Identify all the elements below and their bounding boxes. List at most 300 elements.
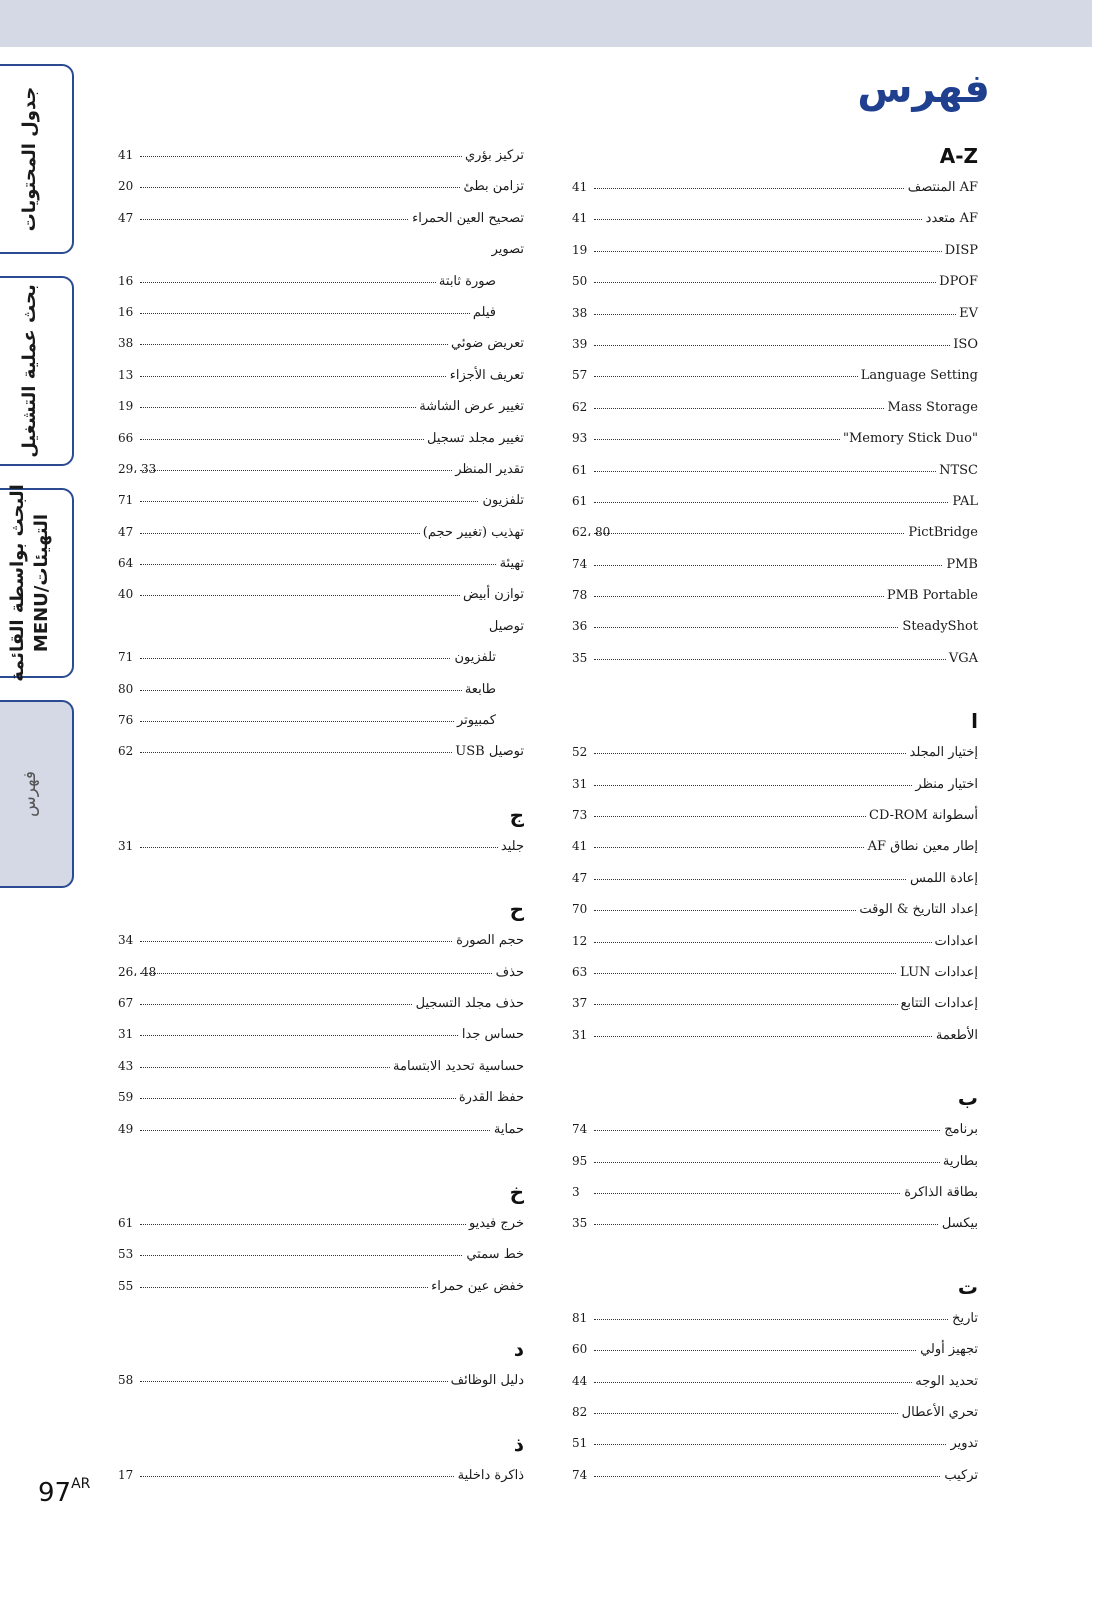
- section-spacer: [118, 862, 524, 893]
- entry-term: حذف: [493, 965, 524, 980]
- dot-leader: [594, 336, 978, 352]
- side-tab-label-line: MENU/التهيئات: [31, 513, 52, 653]
- index-entry: [118, 234, 524, 265]
- side-tab-3[interactable]: [0, 484, 74, 682]
- entry-term: تحري الأعطال: [899, 1405, 978, 1420]
- entry-term: إعدادات التتابع: [898, 996, 979, 1011]
- dot-leader: [594, 1436, 978, 1452]
- entry-page-number: 70: [572, 902, 588, 917]
- index-entry: [572, 611, 978, 642]
- index-entry: [118, 391, 524, 422]
- entry-term: اعدادات: [932, 934, 978, 949]
- entry-term: PMB Portable: [884, 588, 978, 603]
- entry-term: تزامن بطئ: [460, 179, 524, 194]
- dot-leader: [594, 211, 978, 227]
- entry-page-number: 95: [572, 1153, 588, 1168]
- section-heading: ح: [509, 897, 524, 922]
- dot-leader: [140, 399, 524, 415]
- entry-page-number: 93: [572, 431, 588, 446]
- entry-page-number: 74: [572, 556, 588, 571]
- dot-leader: [140, 304, 496, 320]
- index-entry: [118, 423, 524, 454]
- entry-term: بطارية: [940, 1154, 978, 1169]
- entry-term: SteadyShot: [899, 619, 978, 634]
- index-entry: [572, 360, 978, 391]
- section-heading: د: [513, 1337, 524, 1362]
- entry-term: ذاكرة داخلية: [455, 1468, 524, 1483]
- entry-term: توصيل USB: [452, 744, 524, 759]
- entry-page-number: 66: [118, 430, 134, 445]
- dot-leader: [594, 242, 978, 258]
- entry-page-number: 35: [572, 1216, 588, 1231]
- entry-page-number: 81: [572, 1310, 588, 1325]
- index-entry: [118, 736, 524, 767]
- entry-term: خفض عين حمراء: [428, 1279, 524, 1294]
- index-entry: [572, 1020, 978, 1051]
- section-heading: ج: [509, 802, 524, 827]
- entry-page-number: 58: [118, 1373, 134, 1388]
- section-heading: ت: [957, 1274, 978, 1299]
- entry-term: تغيير مجلد تسجيل: [424, 431, 524, 446]
- index-entry: [572, 894, 978, 925]
- index-entry: [572, 203, 978, 234]
- entry-term: بطاقة الذاكرة: [901, 1185, 978, 1200]
- dot-leader: [594, 870, 978, 886]
- index-entry: [118, 1051, 524, 1082]
- entry-page-number: 41: [118, 148, 134, 162]
- dot-leader: [140, 556, 524, 572]
- index-entry: [572, 329, 978, 360]
- dot-leader: [594, 556, 978, 572]
- entry-term: توصيل: [488, 618, 524, 634]
- entry-page-number: 55: [118, 1278, 134, 1293]
- index-entry: [572, 769, 978, 800]
- section-spacer: [118, 768, 524, 799]
- dot-leader: [140, 964, 524, 980]
- entry-term: تصحيح العين الحمراء: [409, 211, 524, 226]
- entry-page-number: 51: [572, 1436, 588, 1451]
- entry-term: حساس جدا: [459, 1027, 524, 1042]
- index-entry: [118, 1208, 524, 1239]
- index-entry: [572, 392, 978, 423]
- top-banner: [0, 0, 1092, 47]
- section-heading: خ: [509, 1179, 524, 1204]
- entry-page-number: 29، 33: [118, 461, 157, 476]
- entry-term: تلفزيون: [451, 650, 496, 665]
- entry-page-number: 73: [572, 808, 588, 823]
- entry-page-number: 44: [572, 1373, 588, 1388]
- side-tab-label: [18, 771, 42, 817]
- dot-leader: [140, 838, 524, 854]
- entry-page-number: 74: [572, 1467, 588, 1482]
- entry-page-number: 31: [572, 776, 588, 791]
- dot-leader: [594, 305, 978, 321]
- dot-leader: [140, 336, 524, 352]
- entry-page-number: 50: [572, 274, 588, 289]
- index-entry: [572, 1146, 978, 1177]
- dot-leader: [594, 368, 978, 384]
- index-entry: [572, 1303, 978, 1334]
- entry-page-number: 59: [118, 1090, 134, 1105]
- side-tab-label-line: جدول المحتويات: [19, 86, 40, 232]
- dot-leader: [594, 902, 978, 918]
- section-spacer: [118, 1302, 524, 1333]
- entry-term: تغيير عرض الشاشة: [416, 399, 524, 414]
- entry-term: تقدير المنظر: [452, 462, 524, 477]
- index-entry: [118, 203, 524, 234]
- page-number: [38, 1478, 90, 1508]
- entry-page-number: 19: [572, 242, 588, 257]
- entry-page-number: 36: [572, 619, 588, 634]
- index-column-left: [118, 140, 524, 1491]
- entry-term: بيكسل: [939, 1216, 978, 1231]
- entry-term: اختيار منظر: [912, 777, 978, 792]
- entry-term: صورة ثابتة: [436, 274, 496, 289]
- side-tab-4[interactable]: [0, 700, 74, 888]
- entry-page-number: 62: [572, 399, 588, 414]
- dot-leader: [594, 839, 978, 855]
- entry-term: توازن أبيض: [460, 587, 524, 602]
- dot-leader: [594, 1373, 978, 1389]
- entry-term: الأطعمة: [933, 1028, 978, 1043]
- index-entry: [118, 925, 524, 956]
- dot-leader: [594, 1027, 978, 1043]
- dot-leader: [594, 525, 978, 541]
- dot-leader: [594, 1122, 978, 1138]
- dot-leader: [140, 493, 524, 509]
- section-heading: ب: [957, 1086, 978, 1111]
- entry-term: NTSC: [936, 463, 978, 478]
- page-number-value: 97: [38, 1478, 72, 1508]
- entry-term: PictBridge: [905, 525, 978, 540]
- entry-page-number: 62: [118, 744, 134, 759]
- dot-leader: [140, 461, 524, 477]
- index-entry: [572, 455, 978, 486]
- index-entry: [572, 988, 978, 1019]
- dot-leader: [140, 210, 524, 226]
- dot-leader: [140, 587, 524, 603]
- entry-page-number: 16: [118, 273, 134, 288]
- dot-leader: [594, 180, 978, 195]
- entry-term: تركيب: [941, 1468, 978, 1483]
- page-number-suffix: AR: [71, 1476, 91, 1492]
- entry-term: DISP: [942, 243, 978, 258]
- entry-page-number: 64: [118, 556, 134, 571]
- index-entry: [572, 737, 978, 768]
- entry-term: تاريخ: [949, 1311, 978, 1326]
- entry-term: تهيئة: [497, 556, 524, 571]
- dot-leader: [140, 713, 496, 729]
- dot-leader: [594, 650, 978, 666]
- dot-leader: [140, 148, 524, 163]
- dot-leader: [140, 995, 524, 1011]
- index-entry: [118, 454, 524, 485]
- index-entry: [572, 643, 978, 674]
- entry-term: Language Setting: [858, 368, 978, 383]
- entry-term: حذف مجلد التسجيل: [413, 996, 524, 1011]
- dot-leader: [594, 431, 978, 447]
- section-spacer: [118, 1145, 524, 1176]
- page-title: فهرس: [857, 66, 990, 112]
- index-entry: [572, 266, 978, 297]
- index-entry: [572, 486, 978, 517]
- dot-leader: [140, 1090, 524, 1106]
- entry-page-number: 61: [572, 493, 588, 508]
- index-subentry: [118, 674, 524, 705]
- dot-leader: [594, 274, 978, 290]
- entry-term: إعدادات LUN: [897, 965, 978, 980]
- dot-leader: [140, 1278, 524, 1294]
- index-entry: [118, 328, 524, 359]
- entry-term: DPOF: [936, 274, 978, 289]
- section-heading: ذ: [513, 1431, 524, 1456]
- index-entry: [118, 140, 524, 171]
- index-entry: [572, 1334, 978, 1365]
- entry-page-number: 31: [572, 1027, 588, 1042]
- entry-page-number: 41: [572, 839, 588, 854]
- entry-page-number: 12: [572, 933, 588, 948]
- entry-page-number: 34: [118, 933, 134, 948]
- entry-term: حجم الصورة: [453, 933, 524, 948]
- side-tab-label: [18, 284, 42, 457]
- entry-page-number: 31: [118, 838, 134, 853]
- entry-term: إختيار المجلد: [907, 745, 978, 760]
- entry-term: حفظ القدرة: [456, 1090, 524, 1105]
- index-entry: [572, 863, 978, 894]
- index-entry: [572, 1397, 978, 1428]
- entry-page-number: 17: [118, 1467, 134, 1482]
- index-entry: [118, 548, 524, 579]
- dot-leader: [140, 179, 524, 195]
- entry-term: تركيز بؤري: [462, 148, 524, 163]
- entry-term: برنامج: [941, 1122, 978, 1137]
- entry-term: تلفزيون: [479, 493, 524, 508]
- dot-leader: [594, 399, 978, 415]
- entry-page-number: 31: [118, 1027, 134, 1042]
- entry-term: تهذيب (تغيير حجم): [420, 525, 524, 540]
- entry-term: تحديد الوجه: [912, 1374, 978, 1389]
- index-entry: [118, 957, 524, 988]
- index-entry: [572, 1366, 978, 1397]
- entry-term: تعريض ضوئي: [448, 336, 524, 351]
- entry-page-number: 37: [572, 996, 588, 1011]
- dot-leader: [140, 1373, 524, 1389]
- entry-term: PMB: [943, 557, 978, 572]
- entry-term: AF متعدد: [923, 211, 978, 226]
- entry-page-number: 60: [572, 1342, 588, 1357]
- dot-leader: [594, 1404, 978, 1420]
- index-entry: [572, 1208, 978, 1239]
- entry-page-number: 35: [572, 650, 588, 665]
- dot-leader: [140, 1058, 524, 1074]
- entry-term: تدوير: [947, 1436, 978, 1451]
- index-entry: [118, 1239, 524, 1270]
- dot-leader: [140, 681, 496, 697]
- entry-term: طابعة: [462, 682, 496, 697]
- entry-term: EV: [956, 306, 978, 321]
- index-subentry: [118, 266, 524, 297]
- index-entry: [118, 517, 524, 548]
- entry-page-number: 62، 80: [572, 525, 611, 540]
- index-entry: [572, 549, 978, 580]
- index-entry: [118, 1271, 524, 1302]
- index-entry: [118, 1114, 524, 1145]
- dot-leader: [140, 430, 524, 446]
- entry-term: دليل الوظائف: [448, 1373, 524, 1388]
- entry-term: تعريف الأجزاء: [447, 368, 524, 383]
- dot-leader: [594, 808, 978, 824]
- entry-term: حماية: [491, 1122, 524, 1137]
- index-entry: [118, 1019, 524, 1050]
- index-entry: [572, 926, 978, 957]
- dot-leader: [140, 524, 524, 540]
- section-spacer: [572, 674, 978, 705]
- dot-leader: [140, 1247, 524, 1263]
- dot-leader: [594, 1342, 978, 1358]
- index-entry: [572, 1114, 978, 1145]
- entry-page-number: 43: [118, 1058, 134, 1073]
- dot-leader: [594, 462, 978, 478]
- index-entry: [572, 517, 978, 548]
- entry-page-number: 40: [118, 587, 134, 602]
- entry-page-number: 53: [118, 1247, 134, 1262]
- entry-term: خط سمتي: [463, 1247, 524, 1262]
- entry-term: PAL: [949, 494, 978, 509]
- index-entry: [118, 611, 524, 642]
- dot-leader: [594, 933, 978, 949]
- section-spacer: [572, 1240, 978, 1271]
- index-entry: [572, 1177, 978, 1208]
- dot-leader: [140, 273, 496, 289]
- entry-page-number: 13: [118, 367, 134, 382]
- dot-leader: [140, 650, 496, 666]
- section-spacer: [572, 1051, 978, 1082]
- entry-page-number: 78: [572, 588, 588, 603]
- dot-leader: [140, 367, 524, 383]
- entry-page-number: 52: [572, 745, 588, 760]
- dot-leader: [140, 1027, 524, 1043]
- side-tab-label-line: فهرس: [20, 770, 40, 818]
- dot-leader: [594, 776, 978, 792]
- dot-leader: [594, 493, 978, 509]
- index-entry: [118, 360, 524, 391]
- entry-page-number: 39: [572, 336, 588, 351]
- entry-page-number: 19: [118, 399, 134, 414]
- entry-page-number: 71: [118, 650, 134, 665]
- index-entry: [572, 172, 978, 203]
- entry-page-number: 47: [118, 524, 134, 539]
- entry-term: إعداد التاريخ & الوقت: [856, 902, 978, 917]
- dot-leader: [594, 964, 978, 980]
- dot-leader: [594, 1467, 978, 1483]
- dot-leader: [140, 1121, 524, 1137]
- entry-term: Mass Storage: [885, 400, 978, 415]
- entry-page-number: 80: [118, 681, 134, 696]
- side-tab-1[interactable]: [0, 64, 74, 254]
- entry-page-number: 57: [572, 368, 588, 383]
- dot-leader: [140, 933, 524, 949]
- entry-term: تصوير: [491, 242, 524, 258]
- entry-page-number: 16: [118, 304, 134, 319]
- entry-page-number: 74: [572, 1122, 588, 1137]
- entry-term: VGA: [946, 651, 978, 666]
- index-entry: [572, 800, 978, 831]
- entry-page-number: 63: [572, 964, 588, 979]
- entry-term: AF المنتصف: [905, 180, 978, 195]
- entry-page-number: 26، 48: [118, 964, 157, 979]
- side-tab-label-line: بحث عملية التشغيل: [19, 284, 40, 458]
- dot-leader: [594, 996, 978, 1012]
- entry-term: ISO: [950, 337, 978, 352]
- dot-leader: [140, 744, 524, 760]
- entry-term: إعادة اللمس: [907, 871, 978, 886]
- entry-page-number: 41: [572, 211, 588, 226]
- entry-page-number: 61: [572, 462, 588, 477]
- entry-page-number: 47: [118, 210, 134, 225]
- entry-term: أسطوانة CD-ROM: [866, 808, 978, 823]
- index-entry: [118, 171, 524, 202]
- entry-term: فيلم: [470, 305, 496, 320]
- index-entry: [572, 235, 978, 266]
- index-entry: [572, 298, 978, 329]
- section-heading: ا: [971, 709, 978, 734]
- entry-page-number: 49: [118, 1121, 134, 1136]
- index-subentry: [118, 705, 524, 736]
- entry-page-number: 61: [118, 1215, 134, 1230]
- dot-leader: [594, 745, 978, 761]
- entry-page-number: 41: [572, 180, 588, 194]
- dot-leader: [140, 1215, 524, 1231]
- dot-leader: [594, 619, 978, 635]
- index-entry: [118, 1365, 524, 1396]
- entry-page-number: 67: [118, 995, 134, 1010]
- section-spacer: [118, 1397, 524, 1428]
- side-tab-label: [18, 87, 42, 232]
- dot-leader: [594, 588, 978, 604]
- side-tab-2[interactable]: [0, 276, 74, 466]
- index-entry: [572, 831, 978, 862]
- index-entry: [118, 1082, 524, 1113]
- entry-page-number: 38: [118, 336, 134, 351]
- entry-term: تجهيز أولي: [917, 1342, 978, 1357]
- dot-leader: [594, 1216, 978, 1232]
- index-entry: [118, 1460, 524, 1491]
- index-subentry: [118, 297, 524, 328]
- index-entry: [118, 831, 524, 862]
- entry-page-number: 71: [118, 493, 134, 508]
- entry-page-number: 76: [118, 713, 134, 728]
- entry-page-number: 38: [572, 305, 588, 320]
- entry-term: إطار معين نطاق AF: [865, 839, 978, 854]
- dot-leader: [594, 1310, 978, 1326]
- entry-term: حساسية تحديد الابتسامة: [390, 1059, 524, 1074]
- index-entry: [572, 1428, 978, 1459]
- index-entry: [118, 579, 524, 610]
- index-subentry: [118, 642, 524, 673]
- index-entry: [572, 580, 978, 611]
- index-entry: [118, 988, 524, 1019]
- index-entry: [572, 957, 978, 988]
- entry-page-number: 82: [572, 1404, 588, 1419]
- index-entry: [118, 485, 524, 516]
- section-heading: A-Z: [939, 144, 978, 168]
- dot-leader: [140, 1467, 524, 1483]
- dot-leader: [594, 1184, 978, 1200]
- entry-page-number: 3: [572, 1184, 580, 1199]
- entry-term: خرج فيديو: [466, 1216, 524, 1231]
- entry-term: كمبيوتر: [454, 713, 496, 728]
- side-tab-label: [6, 484, 54, 682]
